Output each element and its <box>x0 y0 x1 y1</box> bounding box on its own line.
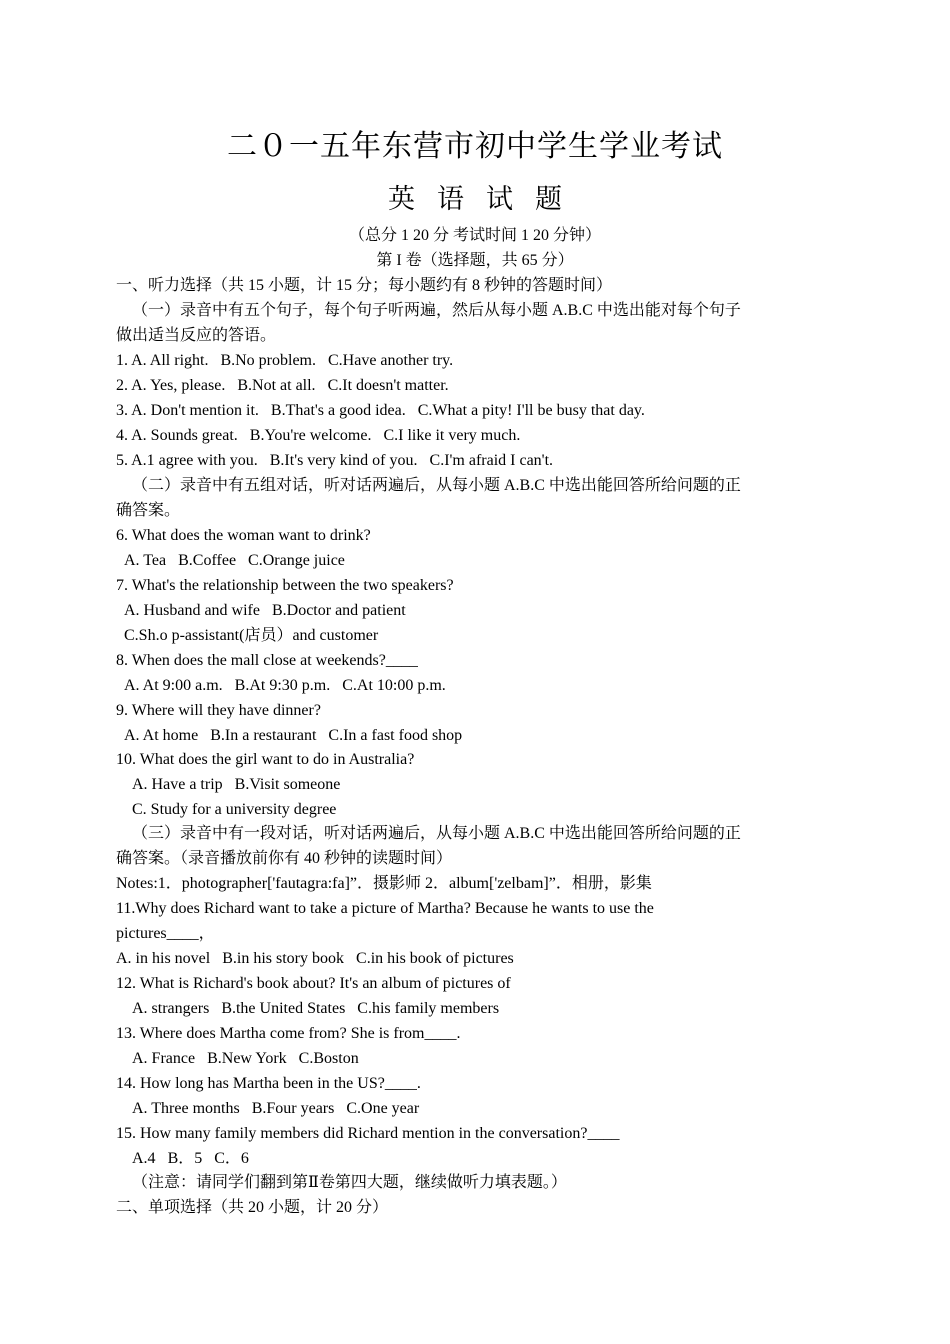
question-14: 14. How long has Martha been in the US?____. <box>116 1075 421 1092</box>
question-8-options <box>124 676 446 696</box>
volume-one-heading: 第 I 卷（选择题，共 65 分） <box>376 252 574 269</box>
question-9-options <box>124 726 462 746</box>
q4-option-c: C.I like it very much. <box>383 427 521 444</box>
question-1 <box>116 351 453 371</box>
q14-option-c: C.One year <box>346 1100 420 1117</box>
question-13-options <box>132 1049 359 1069</box>
q2-option-b: B.Not at all. <box>237 377 316 394</box>
exam-info: （总分 1 20 分 考试时间 1 20 分钟） <box>348 227 601 244</box>
part1-instruction-cont: 做出适当反应的答语。 <box>116 327 277 344</box>
q8-option-b: B.At 9:30 p.m. <box>234 677 331 694</box>
q4-option-b: B.You're welcome. <box>249 427 372 444</box>
q14-option-a: A. Three months <box>132 1100 240 1117</box>
q12-option-a: A. strangers <box>132 1000 210 1017</box>
section1-heading: 一、听力选择（共 15 小题，计 15 分；每小题约有 8 秒钟的答题时间） <box>116 277 613 294</box>
q10-option-b: B.Visit someone <box>234 776 341 793</box>
q10-option-c: C. Study for a university degree <box>132 801 337 818</box>
q15-option-c: C．6 <box>214 1150 249 1167</box>
q2-option-c: C.It doesn't matter. <box>327 377 449 394</box>
question-8: 8. When does the mall close at weekends?____ <box>116 652 418 669</box>
question-11: 11.Why does Richard want to take a picture of Martha? Because he wants to use the <box>116 900 654 917</box>
q8-option-c: C.At 10:00 p.m. <box>342 677 446 694</box>
question-6: 6. What does the woman want to drink? <box>116 527 371 544</box>
q9-option-c: C.In a fast food shop <box>328 727 463 744</box>
q13-option-c: C.Boston <box>298 1050 359 1067</box>
q1-option-a: 1. A. All right. <box>116 352 209 369</box>
part2-instruction-cont: 确答案。 <box>116 502 181 519</box>
question-10: 10. What does the girl want to do in Australia? <box>116 751 415 768</box>
question-14-options <box>132 1099 419 1119</box>
section2-heading: 二、单项选择（共 20 小题，计 20 分） <box>116 1199 389 1216</box>
question-11-options <box>116 949 514 969</box>
q11-option-a: A. in his novel <box>116 950 211 967</box>
q12-option-b: B.the United States <box>221 1000 346 1017</box>
question-10-options <box>132 775 340 795</box>
q6-option-c: C.Orange juice <box>248 552 345 569</box>
q3-option-c: C.What a pity! I'll be busy that day. <box>417 402 645 419</box>
question-3 <box>116 401 645 421</box>
exam-subtitle: 英语试题 <box>388 184 584 215</box>
q8-option-a: A. At 9:00 a.m. <box>124 677 223 694</box>
question-2 <box>116 376 449 396</box>
question-7-options <box>124 601 406 621</box>
q3-option-b: B.That's a good idea. <box>270 402 406 419</box>
q13-option-a: A. France <box>132 1050 196 1067</box>
vocabulary-notes: Notes:1．photographer['fautagra:fa]”．摄影师 2．album['zelbam]”．相册，影集 <box>116 875 652 892</box>
listening-note: （注意：请同学们翻到第Ⅱ卷第四大题，继续做听力填表题。） <box>132 1174 567 1191</box>
q5-option-c: C.I'm afraid I can't. <box>429 452 554 469</box>
q15-option-a: A.4 <box>132 1150 156 1167</box>
q6-option-a: A. Tea <box>124 552 167 569</box>
q10-option-a: A. Have a trip <box>132 776 223 793</box>
q15-option-b: B．5 <box>167 1150 203 1167</box>
question-11-cont: pictures____， <box>116 925 215 942</box>
question-12: 12. What is Richard's book about? It's an album of pictures of <box>116 975 511 992</box>
part1-instruction: （一）录音中有五个句子，每个句子听两遍，然后从每小题 A.B.C 中选出能对每个句子 <box>132 302 741 319</box>
q12-option-c: C.his family members <box>357 1000 500 1017</box>
q2-option-a: 2. A. Yes, please. <box>116 377 226 394</box>
question-12-options <box>132 999 499 1019</box>
question-15-options <box>132 1149 249 1169</box>
q9-option-b: B.In a restaurant <box>210 727 317 744</box>
q9-option-a: A. At home <box>124 727 199 744</box>
exam-title: 二０一五年东营市初中学生学业考试 <box>227 129 723 164</box>
q5-option-a: 5. A.1 agree with you. <box>116 452 258 469</box>
question-6-options <box>124 551 345 571</box>
part2-instruction: （二）录音中有五组对话，听对话两遍后，从每小题 A.B.C 中选出能回答所给问题的正 <box>132 477 741 494</box>
q1-option-c: C.Have another try. <box>328 352 454 369</box>
q7-option-b: B.Doctor and patient <box>271 602 406 619</box>
q11-option-c: C.in his book of pictures <box>356 950 514 967</box>
q1-option-b: B.No problem. <box>220 352 316 369</box>
q11-option-b: B.in his story book <box>222 950 345 967</box>
question-9: 9. Where will they have dinner? <box>116 702 321 719</box>
q4-option-a: 4. A. Sounds great. <box>116 427 238 444</box>
question-4 <box>116 426 520 446</box>
q7-option-c: C.Sh.o p-assistant(店员）and customer <box>124 627 379 644</box>
question-13: 13. Where does Martha come from? She is from____. <box>116 1025 461 1042</box>
q5-option-b: B.It's very kind of you. <box>269 452 418 469</box>
question-7: 7. What's the relationship between the two speakers? <box>116 577 454 594</box>
q3-option-a: 3. A. Don't mention it. <box>116 402 259 419</box>
q14-option-b: B.Four years <box>251 1100 335 1117</box>
question-5 <box>116 451 553 471</box>
q6-option-b: B.Coffee <box>178 552 237 569</box>
q13-option-b: B.New York <box>207 1050 287 1067</box>
q7-option-a: A. Husband and wife <box>124 602 260 619</box>
question-15: 15. How many family members did Richard mention in the conversation?____ <box>116 1125 620 1142</box>
part3-instruction-cont: 确答案。（录音播放前你有 40 秒钟的读题时间） <box>116 850 453 867</box>
part3-instruction: （三）录音中有一段对话，听对话两遍后，从每小题 A.B.C 中选出能回答所给问题的正 <box>132 825 741 842</box>
